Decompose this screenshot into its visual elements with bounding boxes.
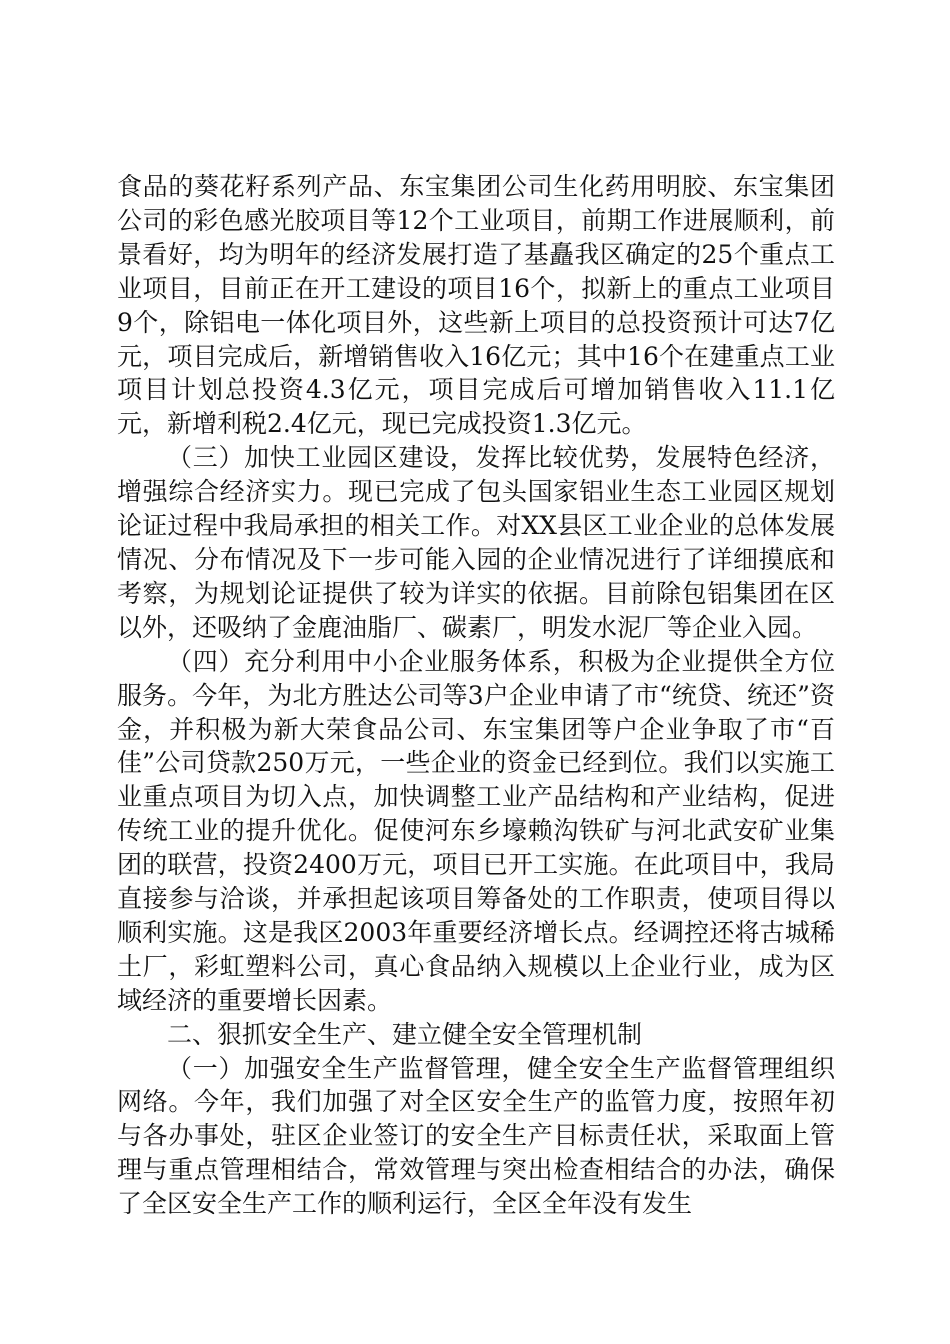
section-heading-safety: 二、狠抓安全生产、建立健全安全管理机制	[167, 1019, 643, 1049]
paragraph-industrial-park: （三）加快工业园区建设，发挥比较优势，发展特色经济，增强综合经济实力。现已完成了包头国家铝业生态工业园区规划论证过程中我局承担的相关工作。对XX县区工业企业的总体发展情况、分布情况及下一步可能入园的企业情况进行了详细摸底和考察，为规划论证提供了较为详实的依据。目前除包铝集团在区以外，还吸纳了金鹿油脂厂、碳素厂，明发水泥厂等企业入园。	[117, 443, 835, 642]
paragraph-safety-supervision: （一）加强安全生产监督管理，健全安全生产监督管理组织网络。今年，我们加强了对全区安全生产的监管力度，按照年初与各办事处，驻区企业签订的安全生产目标责任状，采取面上管理与重点管理相结合，常效管理与突出检查相结合的办法，确保了全区安全生产工作的顺利运行，全区全年没有发生	[117, 1053, 835, 1219]
paragraph-continued: 食品的葵花籽系列产品、东宝集团公司生化药用明胶、东宝集团公司的彩色感光胶项目等12个工业项目，前期工作进展顺利，前景看好，均为明年的经济发展打造了基矗我区确定的25个重点工业项目，目前正在开工建设的项目16个，拟新上的重点工业项目9个，除铝电一体化项目外，这些新上项目的总投资预计可达7亿元，项目完成后，新增销售收入16亿元；其中16个在建重点工业项目计划总投资4.3亿元，项目完成后可增加销售收入11.1亿元，新增利税2.4亿元，现已完成投资1.3亿元。	[117, 172, 835, 439]
paragraph-sme-service: （四）充分利用中小企业服务体系，积极为企业提供全方位服务。今年，为北方胜达公司等3户企业申请了市“统贷、统还”资金，并积极为新大荣食品公司、东宝集团等户企业争取了市“百佳”公司贷款250万元，一些企业的资金已经到位。我们以实施工业重点项目为切入点，加快调整工业产品结构和产业结构，促进传统工业的提升优化。促使河东乡壕赖沟铁矿与河北武安矿业集团的联营，投资2400万元，项目已开工实施。在此项目中，我局直接参与洽谈，并承担起该项目筹备处的工作职责，使项目得以顺利实施。这是我区2003年重要经济增长点。经调控还将古城稀土厂，彩虹塑料公司，真心食品纳入规模以上企业行业，成为区域经济的重要增长因素。	[117, 646, 835, 1015]
document-body	[117, 170, 835, 1221]
